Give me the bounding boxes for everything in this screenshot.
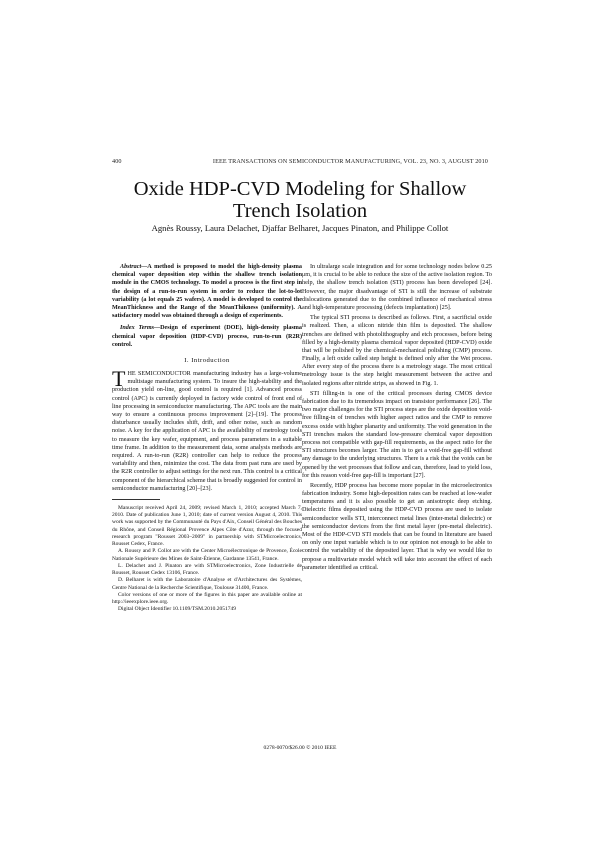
- index-terms-text: —Design of experiment (DOE), high-density plasma chemical vapor deposition (HDP-CVD) process, run-to-run (R2R) control.: [112, 325, 302, 348]
- footnote-affiliation-1: A. Roussy and P. Collot are with the Center Microélectronique de Provence, École Nationale Supérieure des Mines de Saint-Étienne, Gardanne 13541, France.: [112, 548, 302, 562]
- footnotes: [112, 505, 302, 614]
- abstract: [112, 263, 302, 320]
- body-paragraph-2: The typical STI process is described as follows. First, a sacrificial oxide is realized. Then, a silicon nitride thin film is deposited. The shallow trenches are defined with photolithography and etch processes, before being filled by a high-density plasma chemical vapor deposited (HDP-CVD) oxide that will be polished by the chemical-mechanical polishing (CMP) process. Finally, a left oxide called step height is defined only after the Wet process. After every step of the process there is a metrology stage. The most critical metrology issue is the step height measurement between the active and isolated regions after nitride strips, as showed in Fig. 1.: [302, 315, 492, 387]
- footnote-divider: [112, 499, 160, 500]
- index-terms-label: Index Terms: [120, 325, 154, 332]
- copyright-line: 0278-0070/$26.00 © 2010 IEEE: [263, 745, 337, 751]
- page-number: 400: [112, 158, 122, 165]
- left-column: [112, 263, 302, 614]
- intro-text: manufacturing industry has a large-volume multistage manufacturing system. To insure the high-stability and the production yield on-line, good control is required [1]. Advanced process control (APC) is currently deployed in factory wide control of front end of line processing in semiconductor manufacturing. The APC tools are the main way to ensure a continuous process improvement [2]–[19]. The process disturbance usually includes shift, drift, and other noise, such as random noise. A key for the application of APC is the availability of metrology tools to measure the key wafer, equipment, and process parameters in a suitable time frame. In addition to the measurement data, some analysis methods are required. A run-to-run (R2R) controller can help to reduce the process variability and then, minimize the cost. The data from past runs are used by the R2R controller to adjust settings for the next run. This control is a critical component of the hierarchical scheme that is broadly suggested for control in semiconductor manufacturing [20]–[23].: [112, 371, 302, 492]
- running-header: IEEE TRANSACTIONS ON SEMICONDUCTOR MANUFACTURING, VOL. 23, NO. 3, AUGUST 2010: [212, 158, 488, 165]
- body-paragraph-4: Recently, HDP process has become more popular in the microelectronics fabrication industry. Some high-deposition rates can be reached at low-wafer temperatures and it is also possible to get an anisotropic deep etching. Dielectric films deposited using the HDP-CVD process are used to isolate semiconductor wells STI, interconnect metal lines (inter-metal dielectric) or the semiconductor devices from the first metal layer (pre-metal dielectric). Most of the HDP-CVD STI models that can be found in literature are based on only one input variable which is to our opinion not enough to be able to control the variability of the deposited layer. That is why we would like to propose a multivariate model which will take into account the effect of each parameter identified as critical.: [302, 482, 492, 571]
- drop-cap: T: [112, 366, 126, 392]
- footnote-manuscript: Manuscript received April 24, 2009; revised March 1, 2010; accepted March 7, 2010. Date of publication June 1, 2010; date of current version August 4, 2010. This work was supported by the Communauté du Pays d'Aix, Conseil Général des Bouches du Rhône, and Conseil Régional Provence Alpes Côte d'Azur, through the focused research program "Rousset 2003–2009" in partnership with STMicroelectronics, Rousset Cedex, France.: [112, 504, 302, 548]
- title-line-1: Oxide HDP-CVD Modeling for Shallow: [133, 178, 467, 200]
- section-heading-introduction: I. Introduction: [184, 356, 230, 364]
- paper-title: [0, 178, 600, 222]
- body-paragraph-1: In ultralarge scale integration and for some technology nodes below 0.25 μm, it is crucial to be able to reduce the size of the active isolation region. To help, the shallow trench isolation (STI) process has been developed [24]. However, the major disadvantage of STI is still the increase of substrate dislocations generated due to the combined influence of mechanical stress and high-temperature processing (defects implantation) [25].: [302, 264, 492, 311]
- intro-paragraph: [112, 366, 302, 493]
- right-column: [302, 263, 492, 572]
- intro-lead: HE SEMICONDUCTOR: [127, 371, 191, 378]
- abstract-text: —A method is proposed to model the high-density plasma chemical vapor deposition step within the shallow trench isolation module in the CMOS technology. To model a process is the first step in the design of a run-to-run system in order to reduce the lot-to-lot variability (a lot equals 25 wafers). A model is developed to control the MeanThickness and the Range of the MeanThikness (uniformity). A satisfactory model was obtained through a design of experiments.: [112, 264, 302, 320]
- index-terms: [112, 324, 302, 349]
- footnote-doi: Digital Object Identifier 10.1109/TSM.2010.2051749: [118, 606, 237, 613]
- footnote-affiliation-3: D. Belharet is with the Laboratoire d'Analyse et d'Architectures des Systèmes, Centre National de la Recherche Scientifique, Toulouse 31400, France.: [112, 577, 302, 591]
- footnote-affiliation-2: L. Delachet and J. Pinaton are with STMicroelectronics, Zone Industrielle de Rousset, Rousset Cedex 13106, France.: [112, 562, 302, 577]
- abstract-label: Abstract: [120, 264, 142, 270]
- body-paragraph-3: STI filling-in is one of the critical processes during CMOS device fabrication due to its tremendous impact on transistor performance [26]. The two major challenges for the STI process steps are the oxide deposition void-free filling-in of trenches with higher aspect ratios and the CMP to remove excess oxide with higher planarity and uniformity. The void generation in the STI trenches makes the standard low-pressure chemical vapor deposition process not compatible with gap-fill requirements, as the aspect ratio for the STI structures becomes larger. The aim is to get a void-free gap-fill without any damage to the underlying structures. There is a risk that the voids can be opened by the wet processes that follow and can, therefore, lead to yield loss, for this reason void-free gap-fill is important [27].: [302, 390, 492, 479]
- author-list: Agnès Roussy, Laura Delachet, Djaffar Belharet, Jacques Pinaton, and Philippe Collot: [151, 223, 449, 233]
- footnote-color-versions: Color versions of one or more of the figures in this paper are available online at http://ieeexplore.ieee.org.: [112, 591, 302, 606]
- title-line-2: Trench Isolation: [232, 200, 368, 222]
